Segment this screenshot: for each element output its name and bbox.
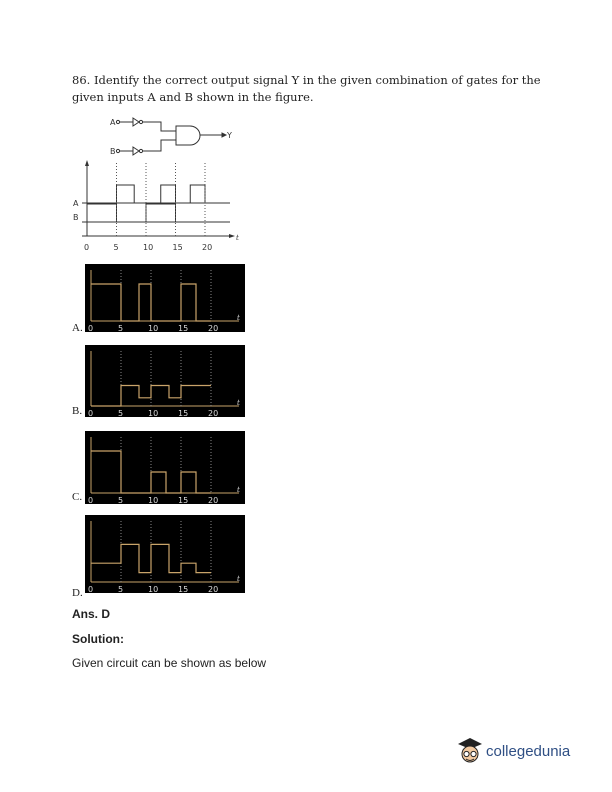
circuit-input-b-label: B (110, 147, 116, 156)
option-d-tick-label: 5 (118, 585, 124, 594)
solution-text: Given circuit can be shown as below (72, 656, 267, 670)
a-pulse-2 (190, 185, 205, 203)
tick-label: 10 (143, 243, 154, 252)
axis-label-t: t (236, 234, 239, 242)
tick-label: 0 (84, 243, 90, 252)
tick-label: 5 (113, 243, 119, 252)
option-panels (85, 264, 245, 594)
option-a-tick-label: 0 (88, 324, 94, 333)
option-b-tick-label: 15 (178, 409, 189, 418)
option-a-tick-label: 5 (118, 324, 124, 333)
option-d-tick-label: 0 (88, 585, 94, 594)
question-text: 86. Identify the correct output signal Y in the given combination of gates for the given inputs A and B shown in the figure. (72, 73, 541, 104)
answer: Ans. D (72, 607, 111, 621)
a-pulse-0 (117, 185, 135, 203)
option-d-axis-label: t (237, 575, 240, 583)
option-b-tick-label: 20 (208, 409, 219, 418)
option-d-panel (85, 515, 245, 593)
option-d-tick-label: 20 (208, 585, 219, 594)
option-a-tick-label: 20 (208, 324, 219, 333)
option-c-axis-label: t (237, 486, 240, 494)
option-c-label: C. (72, 491, 83, 503)
and-gate (176, 126, 200, 145)
not-gate-b (133, 147, 139, 155)
b-pulse-0 (87, 204, 117, 222)
solution-heading: Solution: (72, 632, 124, 646)
tick-label: 20 (202, 243, 213, 252)
option-b-tick-label: 5 (118, 409, 124, 418)
option-a-panel (85, 264, 245, 332)
option-c-tick-label: 15 (178, 496, 189, 505)
t-axis-arrow (229, 234, 235, 238)
circuit-input-a-label: A (110, 118, 116, 127)
circuit-output-label: Y (227, 131, 232, 140)
option-a-tick-label: 15 (178, 324, 189, 333)
option-b-label: B. (72, 405, 83, 417)
not-gate-a (133, 118, 139, 126)
option-b-tick-label: 0 (88, 409, 94, 418)
input-waveform-graph (73, 160, 239, 252)
logic-circuit (110, 118, 232, 156)
option-d-tick-label: 15 (178, 585, 189, 594)
mascot-icon (456, 736, 484, 766)
option-c-tick-label: 20 (208, 496, 219, 505)
tick-label: 15 (172, 243, 183, 252)
option-c-tick-label: 5 (118, 496, 124, 505)
option-b-tick-label: 10 (148, 409, 159, 418)
signal-label-b: B (73, 213, 79, 222)
option-a-label: A. (72, 322, 83, 334)
collegedunia-logo (456, 736, 596, 768)
option-a-axis-label: t (237, 314, 240, 322)
logo-text: collegedunia (486, 743, 571, 760)
option-c-tick-label: 0 (88, 496, 94, 505)
b-pulse-1 (146, 204, 176, 222)
option-c-tick-label: 10 (148, 496, 159, 505)
option-d-label: D. (72, 587, 83, 599)
option-b-axis-label: t (237, 399, 240, 407)
option-d-tick-label: 10 (148, 585, 159, 594)
option-a-tick-label: 10 (148, 324, 159, 333)
a-pulse-1 (161, 185, 176, 203)
y-axis-arrow (85, 160, 89, 166)
signal-label-a: A (73, 199, 79, 208)
